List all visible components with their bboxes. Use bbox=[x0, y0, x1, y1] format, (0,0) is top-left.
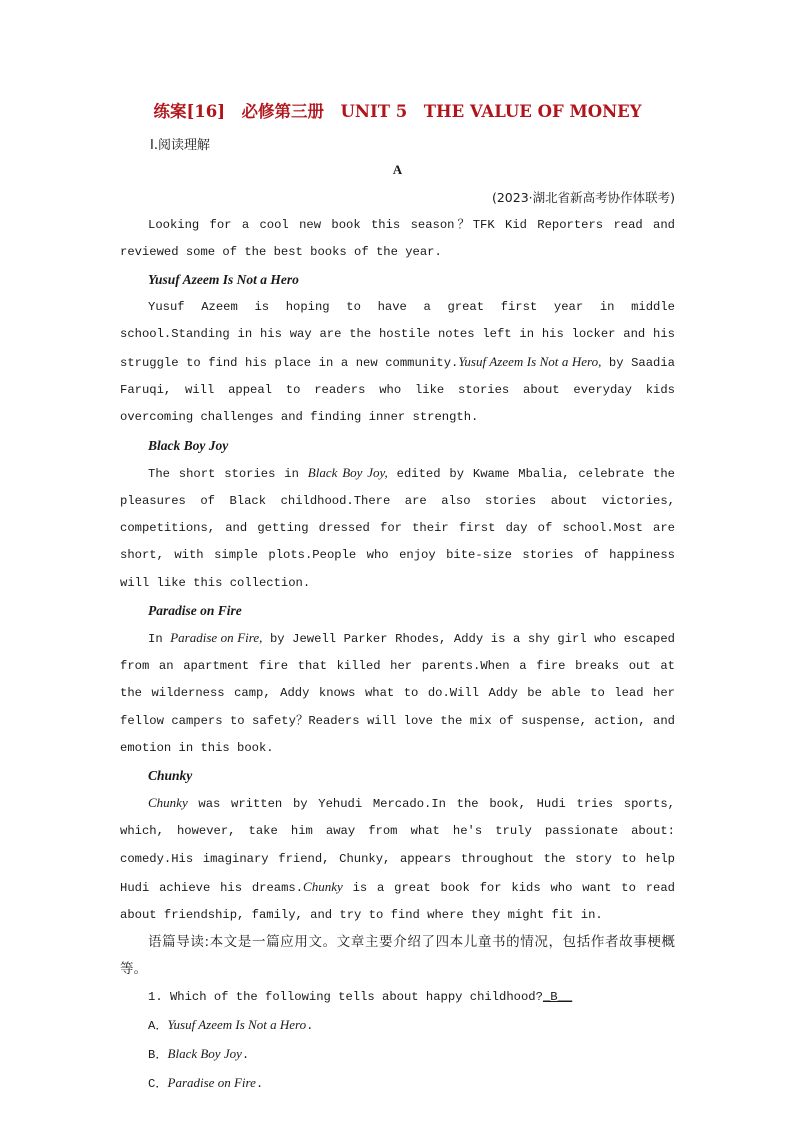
book-paragraph: In Paradise on Fire, by Jewell Parker Rhodes, Addy is a shy girl who escaped from an apartment fire that killed her parents.When a fire breaks out at the wilderness camp, Addy knows what to do.Will Addy be able to lead her fellow campers to safety？Readers will love the mix of suspense, action, and emotion in this book. bbox=[120, 630, 675, 755]
passage-body bbox=[120, 212, 675, 1099]
option-b: B．Black Boy Joy. bbox=[148, 1046, 250, 1063]
book-paragraph: Yusuf Azeem is hoping to have a great first year in middle school.Standing in his way are the hostile notes left in his locker and his struggle to find his place in a new community.Yusuf Azeem Is Not a Hero, by Saadia Faruqi, will appeal to readers who like stories about everyday kids overcoming challenges and finding inner strength. bbox=[120, 299, 675, 425]
passage-letter: A bbox=[392, 162, 403, 177]
intro-paragraph: Looking for a cool new book this season？TFK Kid Reporters read and reviewed some of the best books of the year. bbox=[120, 218, 675, 260]
page-title: 练案[16] 必修第三册 UNIT 5 THE VALUE OF MONEY bbox=[153, 102, 642, 121]
reading-guide: 语篇导读:本文是一篇应用文。文章主要介绍了四本儿童书的情况，包括作者故事梗概等。 bbox=[120, 934, 675, 978]
book-heading: Black Boy Joy bbox=[148, 437, 229, 453]
answer-blank: _B__ bbox=[542, 989, 573, 1004]
book-heading: Paradise on Fire bbox=[148, 602, 242, 618]
book-paragraph: The short stories in Black Boy Joy, edited by Kwame Mbalia, celebrate the pleasures of Black childhood.There are also stories about victories, competitions, and getting dressed for their first day of school.Most are short, with simple plots.People who enjoy bite-size stories of happiness will like this collection. bbox=[120, 464, 675, 590]
book-heading: Yusuf Azeem Is Not a Hero bbox=[148, 272, 299, 288]
option-a: A．Yusuf Azeem Is Not a Hero. bbox=[148, 1016, 314, 1033]
section-heading: Ⅰ.阅读理解 bbox=[150, 138, 210, 153]
book-heading: Chunky bbox=[148, 768, 193, 784]
source-note: (2023·湖北省新高考协作体联考) bbox=[491, 190, 675, 205]
question-stem: 1. Which of the following tells about happy childhood?_B__ bbox=[148, 989, 573, 1004]
book-paragraph: Chunky was written by Yehudi Mercado.In the book, Hudi tries sports, which, however, take him away from what he's truly passionate about: comedy.His imaginary friend, Chunky, appears throughout the story to help Hudi achieve his dreams.Chunky is a great book for kids who want to read about friendship, family, and try to find where they might fit in. bbox=[120, 795, 675, 923]
option-c: C．Paradise on Fire. bbox=[148, 1075, 264, 1092]
